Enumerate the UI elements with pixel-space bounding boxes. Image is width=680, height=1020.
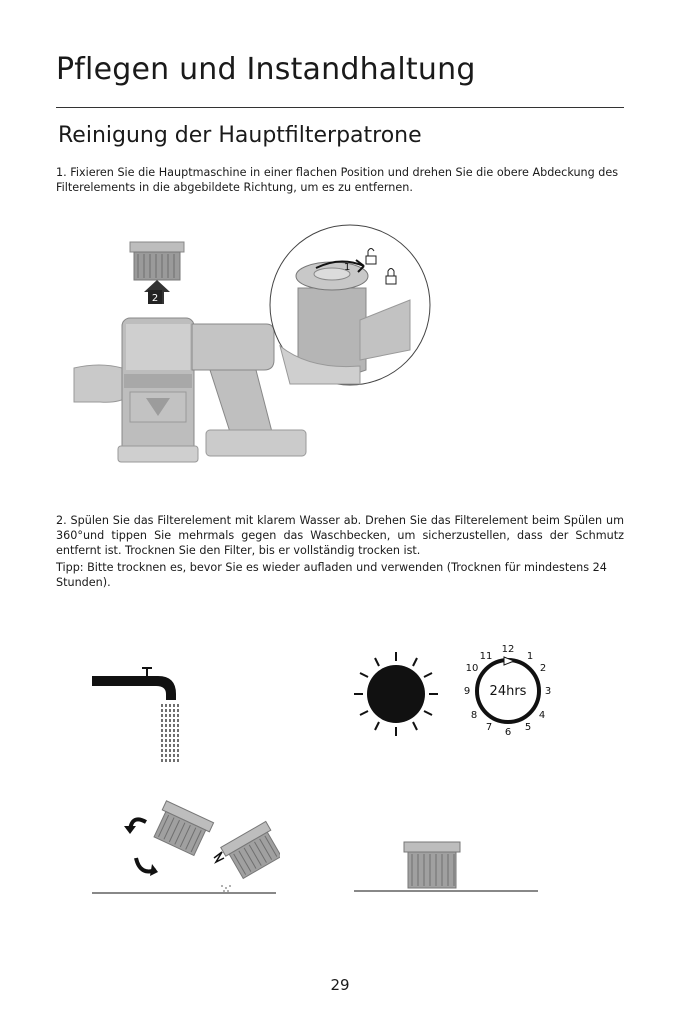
filter-cartridge-tilted xyxy=(150,801,213,857)
clock-number: 12 xyxy=(501,644,515,655)
clock-number: 11 xyxy=(479,651,493,662)
filter-cartridge-tapping xyxy=(221,821,280,880)
section-title: Reinigung der Hauptfilterpatrone xyxy=(58,123,422,148)
battery xyxy=(206,430,306,456)
page-title: Pflegen und Instandhaltung xyxy=(56,52,476,87)
filter-cartridge-removed xyxy=(130,242,184,280)
clock-number: 1 xyxy=(526,651,534,662)
filter-tapping-illustration xyxy=(90,800,280,896)
filter-cartridge-upright xyxy=(404,842,460,888)
clock-number: 4 xyxy=(538,710,546,721)
step-2-text: 2. Spülen Sie das Filterelement mit klarem Wasser ab. Drehen Sie das Filterelement beim Spülen um 360°und tippen Sie mehrmals gegen das Waschbecken, um sicherzustellen, dass der Schmutz entfernt ist. Trocknen Sie den Filter, bis er vollständig trocken ist. xyxy=(56,514,624,557)
clock-number: 10 xyxy=(465,663,479,674)
step-1-text: 1. Fixieren Sie die Hauptmaschine in einer flachen Position und drehen Sie die obere Abdeckung des Filterelements in die abgebildete Richtung, um es zu entfernen. xyxy=(56,166,619,194)
title-divider xyxy=(56,107,624,108)
clock-number: 3 xyxy=(544,686,552,697)
rotate-marker-label: 1 xyxy=(344,262,351,273)
clock-number: 2 xyxy=(539,663,547,674)
filter-standing-illustration xyxy=(352,836,542,896)
clock-number: 8 xyxy=(470,710,478,721)
clock-number: 5 xyxy=(524,722,532,733)
faucet-icon xyxy=(92,676,176,700)
clock-number: 7 xyxy=(485,722,493,733)
page-number: 29 xyxy=(330,976,350,994)
filter-removal-illustration xyxy=(60,220,440,470)
step-marker-label: 2 xyxy=(151,293,159,304)
vacuum-handle xyxy=(210,370,272,432)
tip-text: Tipp: Bitte trocknen es, bevor Sie es wieder aufladen und verwenden (Trocknen für mindestens 24 Stunden). xyxy=(56,561,607,589)
clock-number: 9 xyxy=(463,686,471,697)
clock-center-label: 24hrs xyxy=(489,684,527,699)
vacuum-body xyxy=(192,324,274,370)
sun-drying-illustration xyxy=(350,648,442,740)
clock-24hrs-illustration xyxy=(456,640,560,744)
clock-number: 6 xyxy=(504,727,512,738)
sun-icon xyxy=(367,665,425,723)
water-stream-icon xyxy=(162,704,178,762)
faucet-rinsing-illustration xyxy=(90,664,190,768)
